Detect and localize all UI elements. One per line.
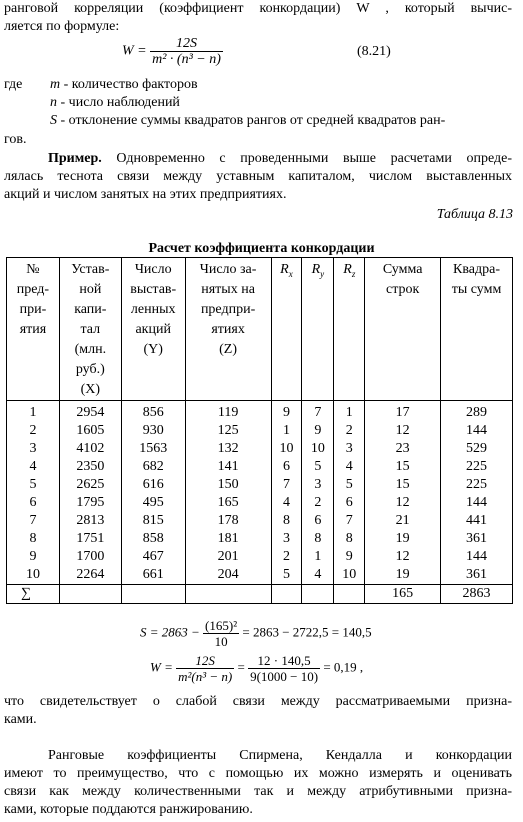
total-empty-cell: [59, 585, 121, 604]
table-title: Расчет коэффициента конкордации: [148, 241, 375, 256]
table-cell: 19: [365, 530, 441, 548]
formula-denominator: m² · (n³ − n): [152, 52, 221, 67]
table-cell: 4: [271, 494, 302, 512]
table-cell: 7: [271, 476, 302, 494]
table-cell: 165: [185, 494, 271, 512]
calc-s-numerator: (165)²: [205, 618, 238, 633]
table-cell: 8: [302, 530, 334, 548]
table-cell: 1751: [59, 530, 121, 548]
table-cell: 616: [121, 476, 185, 494]
table-cell: 6: [7, 494, 60, 512]
table-cell: 8: [271, 512, 302, 530]
table-cell: 1: [302, 548, 334, 566]
table-cell: 858: [121, 530, 185, 548]
table-cell: 144: [441, 422, 513, 440]
table-cell: 5: [271, 566, 302, 585]
table-cell: 15: [365, 476, 441, 494]
table-cell: 5: [334, 476, 365, 494]
calc-w-den-1: m²(n³ − n): [178, 669, 233, 684]
table-cell: 7: [7, 512, 60, 530]
table-total-row: [7, 585, 513, 604]
table-cell: 132: [185, 440, 271, 458]
legend-text: - число наблюдений: [60, 95, 180, 110]
intro-line-2: ляется по формуле:: [4, 19, 120, 34]
table-cell: 361: [441, 566, 513, 585]
table-row: [7, 422, 513, 440]
header-rx: $R_x$: [271, 258, 302, 401]
table-cell: 150: [185, 476, 271, 494]
table-cell: 4102: [59, 440, 121, 458]
table-cell: 12: [365, 548, 441, 566]
table-cell: 181: [185, 530, 271, 548]
table-cell: 144: [441, 494, 513, 512]
intro-line-1: ранговой корреляции (коэффициент конкордации) W , который вычис-: [4, 1, 512, 16]
table-body: [7, 401, 513, 585]
table-cell: 12: [365, 422, 441, 440]
table-cell: 1605: [59, 422, 121, 440]
header-shares: Число выстав- ленных акций (Y): [121, 258, 185, 401]
total-squares: 2863: [441, 585, 513, 604]
total-empty-cell: [302, 585, 334, 604]
table-cell: 1700: [59, 548, 121, 566]
final-line-3: связи как между количественными так и между атрибутивными призна-: [4, 784, 512, 799]
example-line-1: [48, 150, 512, 167]
calc-w-fraction-2: [248, 653, 320, 684]
total-sum: 165: [365, 585, 441, 604]
table-row: [7, 476, 513, 494]
header-squares: Квадра- ты сумм: [441, 258, 513, 401]
table-cell: 9: [302, 422, 334, 440]
table-row: [7, 458, 513, 476]
table-cell: 178: [185, 512, 271, 530]
table-cell: 1: [271, 422, 302, 440]
table-cell: 1795: [59, 494, 121, 512]
calc-w-num-1: 12S: [176, 653, 234, 669]
conclusion-line-1: что свидетельствует о слабой связи между рассматриваемыми призна-: [4, 694, 512, 709]
table-cell: 9: [334, 548, 365, 566]
table-cell: 10: [7, 566, 60, 585]
table-cell: 10: [271, 440, 302, 458]
table-row: [7, 512, 513, 530]
table-cell: 6: [271, 458, 302, 476]
table-cell: 10: [302, 440, 334, 458]
header-ry: $R_y$: [302, 258, 334, 401]
table-cell: 2813: [59, 512, 121, 530]
table-cell: 3: [271, 530, 302, 548]
example-line-2: лялась теснота связи между уставным капиталом, числом выставленных: [4, 169, 512, 184]
table-cell: 3: [302, 476, 334, 494]
total-label: ∑: [7, 585, 60, 604]
table-cell: 289: [441, 401, 513, 423]
calc-w-num-2: 12 · 140,5: [248, 653, 320, 669]
table-cell: 8: [7, 530, 60, 548]
formula-8-21: [122, 36, 223, 67]
table-cell: 8: [334, 530, 365, 548]
legend-item-m: [50, 76, 198, 93]
table-cell: 3: [7, 440, 60, 458]
table-cell: 144: [441, 548, 513, 566]
concordance-table: [6, 257, 513, 604]
calc-w-lhs: W =: [150, 659, 173, 675]
example-line-3: акций и числом занятых на этих предприятиях.: [4, 187, 287, 202]
calc-s-lhs: S = 2863 −: [140, 624, 200, 640]
table-cell: 682: [121, 458, 185, 476]
total-empty-cell: [271, 585, 302, 604]
conclusion-line-2: ками.: [4, 712, 37, 727]
table-cell: 2: [271, 548, 302, 566]
header-employees: Число за- нятых на предпри- ятиях (Z): [185, 258, 271, 401]
table-cell: 1563: [121, 440, 185, 458]
table-cell: 495: [121, 494, 185, 512]
table-cell: 4: [334, 458, 365, 476]
formula-fraction: [150, 36, 223, 67]
legend-symbol: S: [50, 113, 57, 128]
table-cell: 529: [441, 440, 513, 458]
table-cell: 225: [441, 458, 513, 476]
table-cell: 2: [7, 422, 60, 440]
table-row: [7, 548, 513, 566]
calc-s-denominator: 10: [214, 634, 228, 649]
final-line-2: имеют то преимущество, что с помощью их можно измерять и оценивать: [4, 766, 512, 781]
total-empty-cell: [185, 585, 271, 604]
table-cell: 19: [365, 566, 441, 585]
table-cell: 6: [302, 512, 334, 530]
table-cell: 12: [365, 494, 441, 512]
table-cell: 467: [121, 548, 185, 566]
legend-text: - отклонение суммы квадратов рангов от средней квадратов ран-: [60, 113, 446, 128]
table-cell: 23: [365, 440, 441, 458]
table-cell: 5: [7, 476, 60, 494]
table-cell: 2625: [59, 476, 121, 494]
formula-numerator: 12S: [150, 36, 223, 52]
table-row: [7, 440, 513, 458]
header-row-sum: Сумма строк: [365, 258, 441, 401]
table-cell: 661: [121, 566, 185, 585]
table-cell: 856: [121, 401, 185, 423]
table-cell: 4: [302, 566, 334, 585]
calc-w-equals: =: [237, 659, 245, 675]
table-cell: 4: [7, 458, 60, 476]
final-line-1: Ранговые коэффициенты Спирмена, Кендалла и конкордации: [48, 748, 512, 763]
formula-lhs: W =: [122, 43, 147, 59]
calc-s-rhs: = 2863 − 2722,5 = 140,5: [242, 624, 372, 640]
total-empty-cell: [334, 585, 365, 604]
table-row: [7, 401, 513, 423]
table-cell: 10: [334, 566, 365, 585]
table-cell: 9: [7, 548, 60, 566]
table-cell: 1: [334, 401, 365, 423]
header-capital: Устав- ной капи- тал (млн. руб.) (X): [59, 258, 121, 401]
table-cell: 6: [334, 494, 365, 512]
table-cell: 7: [334, 512, 365, 530]
table-cell: 5: [302, 458, 334, 476]
table-cell: 930: [121, 422, 185, 440]
table-cell: 201: [185, 548, 271, 566]
table-cell: 119: [185, 401, 271, 423]
header-number: № пред- при- ятия: [7, 258, 60, 401]
calc-s-fraction: [203, 618, 239, 649]
table-cell: 225: [441, 476, 513, 494]
calc-s: [140, 618, 372, 649]
table-cell: 9: [271, 401, 302, 423]
table-cell: 441: [441, 512, 513, 530]
legend-where: где: [4, 77, 23, 92]
table-cell: 17: [365, 401, 441, 423]
table-cell: 2954: [59, 401, 121, 423]
total-empty-cell: [121, 585, 185, 604]
table-cell: 2: [334, 422, 365, 440]
table-cell: 204: [185, 566, 271, 585]
example-label: Пример.: [48, 151, 102, 166]
final-line-4: ками, которые поддаются ранжированию.: [4, 802, 253, 817]
legend-item-n: [50, 94, 180, 111]
table-cell: 2264: [59, 566, 121, 585]
example-text: Одновременно с проведенными выше расчетами опреде-: [116, 151, 512, 166]
legend-text: - количество факторов: [63, 77, 198, 92]
table-cell: 815: [121, 512, 185, 530]
legend-symbol: m: [50, 77, 61, 92]
calc-w: [150, 653, 363, 684]
calc-w-fraction-1: [176, 653, 234, 684]
legend-item-s: [50, 112, 445, 129]
table-cell: 2350: [59, 458, 121, 476]
calc-w-den-2: 9(1000 − 10): [250, 669, 319, 684]
table-cell: 3: [334, 440, 365, 458]
table-cell: 15: [365, 458, 441, 476]
table-caption: Таблица 8.13: [436, 207, 513, 222]
table-header-row: [7, 258, 513, 401]
table-row: [7, 494, 513, 512]
legend-continuation: гов.: [4, 132, 27, 147]
table-row: [7, 566, 513, 585]
table-cell: 141: [185, 458, 271, 476]
header-rz: $R_z$: [334, 258, 365, 401]
table-cell: 1: [7, 401, 60, 423]
formula-number: (8.21): [357, 44, 391, 59]
table-cell: 361: [441, 530, 513, 548]
calc-w-rhs: = 0,19 ,: [323, 659, 364, 675]
table-cell: 125: [185, 422, 271, 440]
table-cell: 21: [365, 512, 441, 530]
table-cell: 7: [302, 401, 334, 423]
legend-symbol: n: [50, 95, 57, 110]
table-row: [7, 530, 513, 548]
table-cell: 2: [302, 494, 334, 512]
